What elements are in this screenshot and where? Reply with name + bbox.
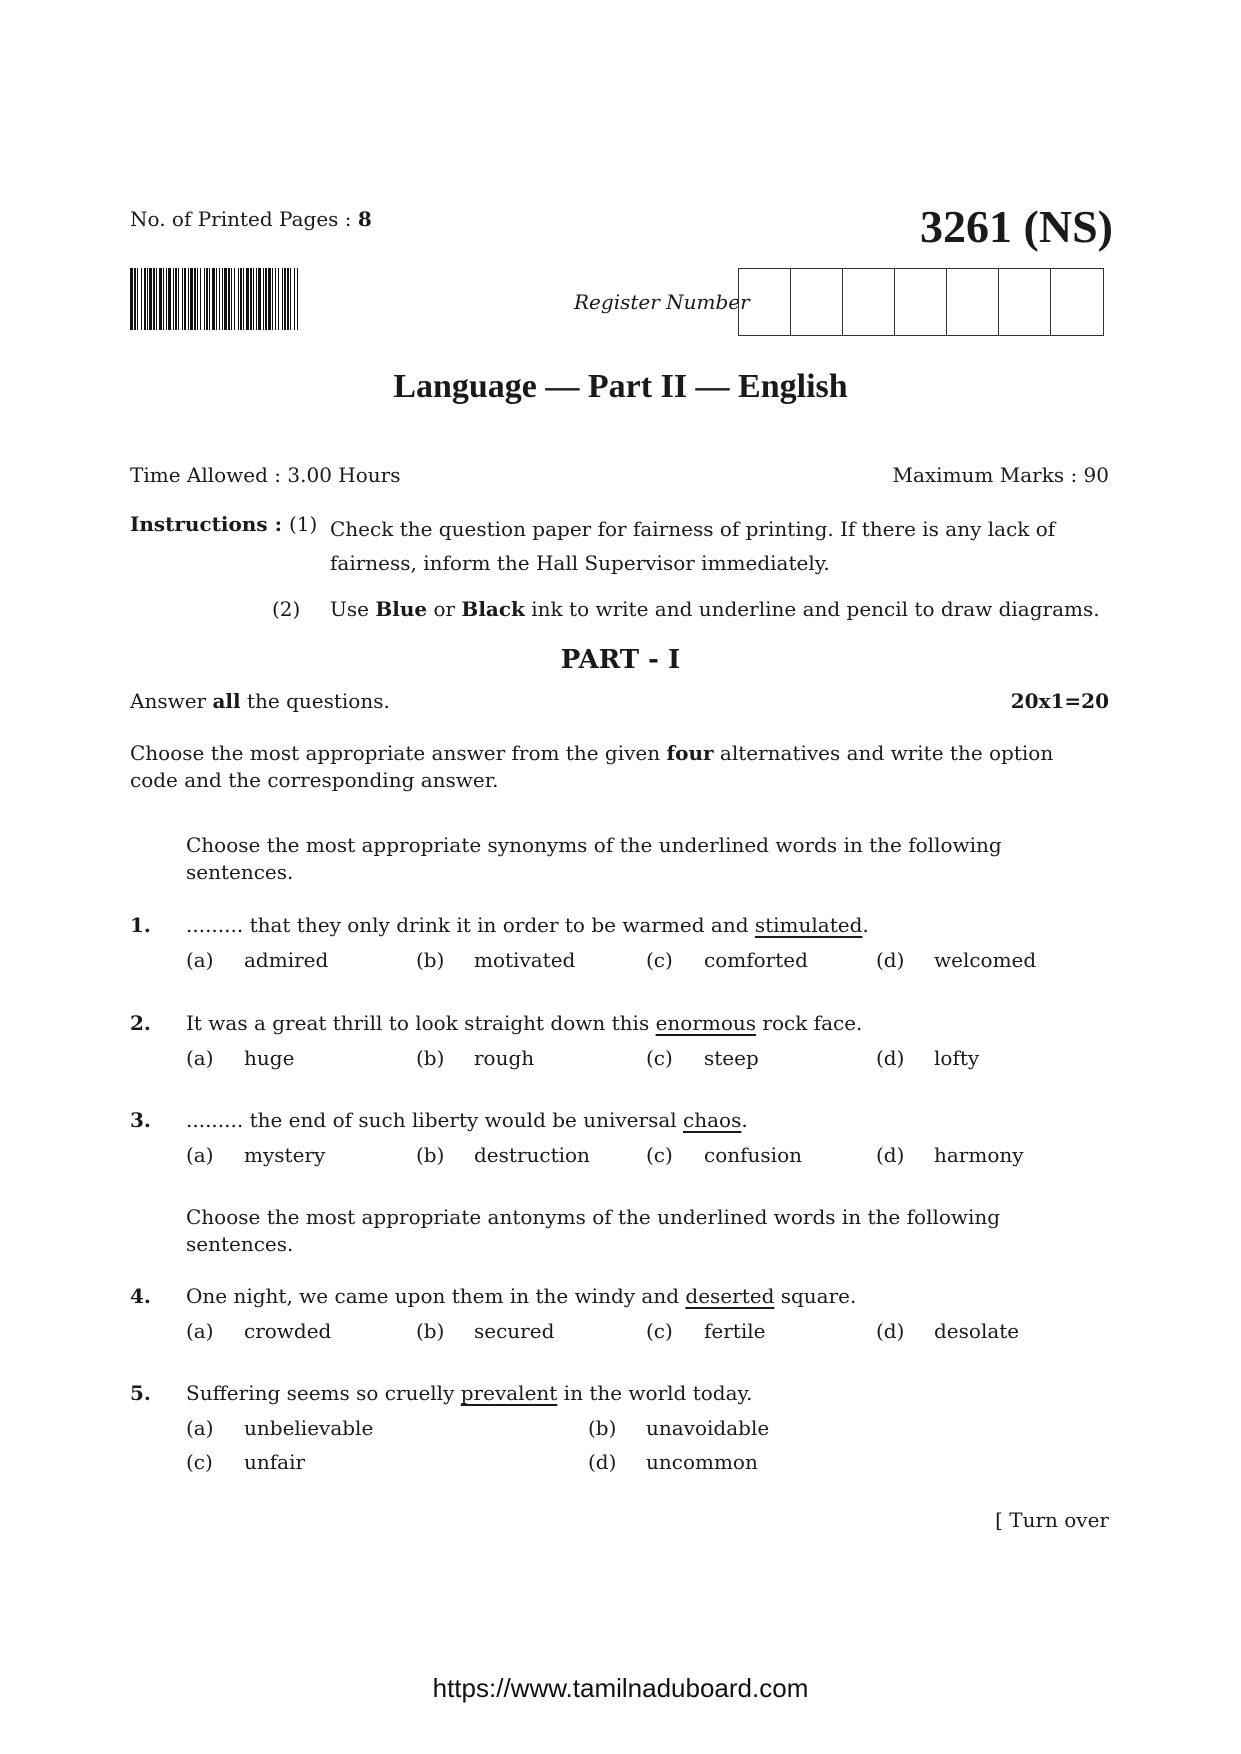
- answer-all-line: [130, 689, 390, 713]
- question-text: [186, 1011, 862, 1035]
- option-text: uncommon: [646, 1450, 758, 1474]
- instruction-2-blue: Blue: [375, 597, 428, 621]
- question-text-part: .: [862, 913, 869, 937]
- register-number-boxes: [738, 268, 1104, 336]
- question-text-part: rock face.: [756, 1011, 863, 1035]
- printed-pages-line: [130, 207, 372, 231]
- option-text: huge: [244, 1046, 295, 1070]
- register-digit-box: [739, 269, 791, 335]
- option-text: admired: [244, 948, 329, 972]
- instruction-number-2: (2): [272, 597, 301, 621]
- option-d: [876, 1046, 979, 1070]
- question-number: 3.: [130, 1108, 151, 1132]
- barcode: [130, 268, 448, 330]
- option-text: unbelievable: [244, 1416, 374, 1440]
- option-d: [876, 1143, 1024, 1167]
- option-b: [416, 1319, 554, 1343]
- instruction-number-1: (1): [288, 512, 318, 536]
- option-text: secured: [474, 1319, 555, 1343]
- instruction-2-part: ink to write and underline and pencil to draw diagrams.: [524, 597, 1100, 621]
- option-d: [876, 948, 1036, 972]
- option-text: motivated: [474, 948, 576, 972]
- option-text: harmony: [934, 1143, 1024, 1167]
- instructions-label: [130, 512, 317, 536]
- option-text: unavoidable: [646, 1416, 770, 1440]
- question-text: [186, 1108, 748, 1132]
- question-text-part: .: [741, 1108, 748, 1132]
- question-number: 5.: [130, 1381, 151, 1405]
- register-digit-box: [947, 269, 999, 335]
- underlined-word: chaos: [683, 1108, 742, 1132]
- underlined-word: stimulated: [754, 913, 863, 937]
- antonyms-directive: Choose the most appropriate antonyms of the underlined words in the following sentences.: [186, 1205, 1001, 1256]
- option-label: (a): [186, 1143, 214, 1167]
- question-number: 4.: [130, 1284, 151, 1308]
- instruction-2-part: or: [427, 597, 462, 621]
- choose-bold: four: [666, 741, 714, 765]
- instructions-heading: Instructions :: [130, 512, 282, 536]
- option-label: (a): [186, 1416, 214, 1440]
- option-b: [588, 1416, 769, 1440]
- option-c: [646, 1319, 765, 1343]
- option-label: (d): [876, 1046, 905, 1070]
- paper-code: 3261 (NS): [920, 201, 1113, 252]
- question-text-part: in the world today.: [557, 1381, 753, 1405]
- turn-over-note: [ Turn over: [995, 1508, 1109, 1532]
- choose-part: alternatives and write the option code and the corresponding answer.: [130, 741, 1054, 792]
- option-a: [186, 1416, 373, 1440]
- option-label: (b): [416, 1143, 445, 1167]
- choose-part: Choose the most appropriate answer from the given: [130, 741, 667, 765]
- option-text: comforted: [704, 948, 808, 972]
- marks-scheme: 20x1=20: [1010, 689, 1109, 713]
- register-digit-box: [843, 269, 895, 335]
- option-label: (b): [416, 948, 445, 972]
- printed-pages-label: No. of Printed Pages :: [130, 207, 358, 231]
- option-a: [186, 1046, 294, 1070]
- instruction-2-text: [330, 597, 1130, 621]
- choose-instruction: [130, 740, 1090, 794]
- synonyms-directive: Choose the most appropriate synonyms of the underlined words in the following sentences.: [186, 833, 1002, 884]
- instruction-2-part: Use: [330, 597, 376, 621]
- option-b: [416, 1143, 590, 1167]
- option-label: (d): [588, 1450, 617, 1474]
- option-d: [588, 1450, 758, 1474]
- option-label: (a): [186, 948, 214, 972]
- answer-all-part: the questions.: [240, 689, 390, 713]
- question-text-part: One night, we came upon them in the windy and: [186, 1284, 686, 1308]
- option-label: (c): [646, 948, 673, 972]
- question-text: [186, 913, 869, 937]
- option-c: [646, 948, 808, 972]
- option-c: [186, 1450, 305, 1474]
- question-text: [186, 1284, 856, 1308]
- register-digit-box: [1051, 269, 1103, 335]
- option-label: (c): [646, 1046, 673, 1070]
- option-text: crowded: [244, 1319, 332, 1343]
- footer-url-link[interactable]: https://www.tamilnaduboard.com: [432, 1673, 809, 1703]
- option-text: rough: [474, 1046, 535, 1070]
- option-label: (d): [876, 948, 905, 972]
- maximum-marks: Maximum Marks : 90: [892, 463, 1109, 487]
- option-text: fertile: [704, 1319, 766, 1343]
- time-allowed: Time Allowed : 3.00 Hours: [130, 463, 401, 487]
- printed-pages-value: 8: [357, 207, 372, 231]
- answer-all-bold: all: [212, 689, 241, 713]
- option-label: (c): [186, 1450, 213, 1474]
- question-text: [186, 1381, 753, 1405]
- question-text-part: ......... the end of such liberty would be universal: [186, 1108, 684, 1132]
- option-label: (b): [416, 1319, 445, 1343]
- answer-all-part: Answer: [130, 689, 213, 713]
- option-label: (c): [646, 1143, 673, 1167]
- option-text: welcomed: [934, 948, 1037, 972]
- option-text: mystery: [244, 1143, 326, 1167]
- option-a: [186, 1319, 331, 1343]
- option-label: (d): [876, 1143, 905, 1167]
- question-text-part: It was a great thrill to look straight down this: [186, 1011, 656, 1035]
- barcode-bar: [297, 268, 298, 330]
- part-title: PART - I: [560, 645, 681, 675]
- register-digit-box: [999, 269, 1051, 335]
- option-c: [646, 1046, 759, 1070]
- question-text-part: Suffering seems so cruelly: [186, 1381, 461, 1405]
- option-label: (c): [646, 1319, 673, 1343]
- option-text: lofty: [934, 1046, 980, 1070]
- question-number: 1.: [130, 913, 151, 937]
- option-text: unfair: [244, 1450, 306, 1474]
- option-text: desolate: [934, 1319, 1020, 1343]
- option-label: (b): [588, 1416, 617, 1440]
- register-number-label: Register Number: [574, 290, 750, 314]
- underlined-word: enormous: [655, 1011, 757, 1035]
- question-text-part: square.: [774, 1284, 857, 1308]
- option-a: [186, 1143, 325, 1167]
- option-text: steep: [704, 1046, 759, 1070]
- option-label: (b): [416, 1046, 445, 1070]
- option-b: [416, 948, 575, 972]
- option-label: (a): [186, 1319, 214, 1343]
- option-b: [416, 1046, 534, 1070]
- subject-title: Language — Part II — English: [393, 368, 848, 405]
- option-a: [186, 948, 328, 972]
- option-text: confusion: [704, 1143, 802, 1167]
- underlined-word: deserted: [685, 1284, 775, 1308]
- register-digit-box: [895, 269, 947, 335]
- option-label: (a): [186, 1046, 214, 1070]
- underlined-word: prevalent: [460, 1381, 558, 1405]
- instruction-1-text: Check the question paper for fairness of printing. If there is any lack of fairness, inform the Hall Supervisor immediately.: [330, 517, 1056, 575]
- option-d: [876, 1319, 1019, 1343]
- register-digit-box: [791, 269, 843, 335]
- option-text: destruction: [474, 1143, 590, 1167]
- question-number: 2.: [130, 1011, 151, 1035]
- question-text-part: ......... that they only drink it in order to be warmed and: [186, 913, 755, 937]
- instruction-2-black: Black: [461, 597, 525, 621]
- option-c: [646, 1143, 802, 1167]
- option-label: (d): [876, 1319, 905, 1343]
